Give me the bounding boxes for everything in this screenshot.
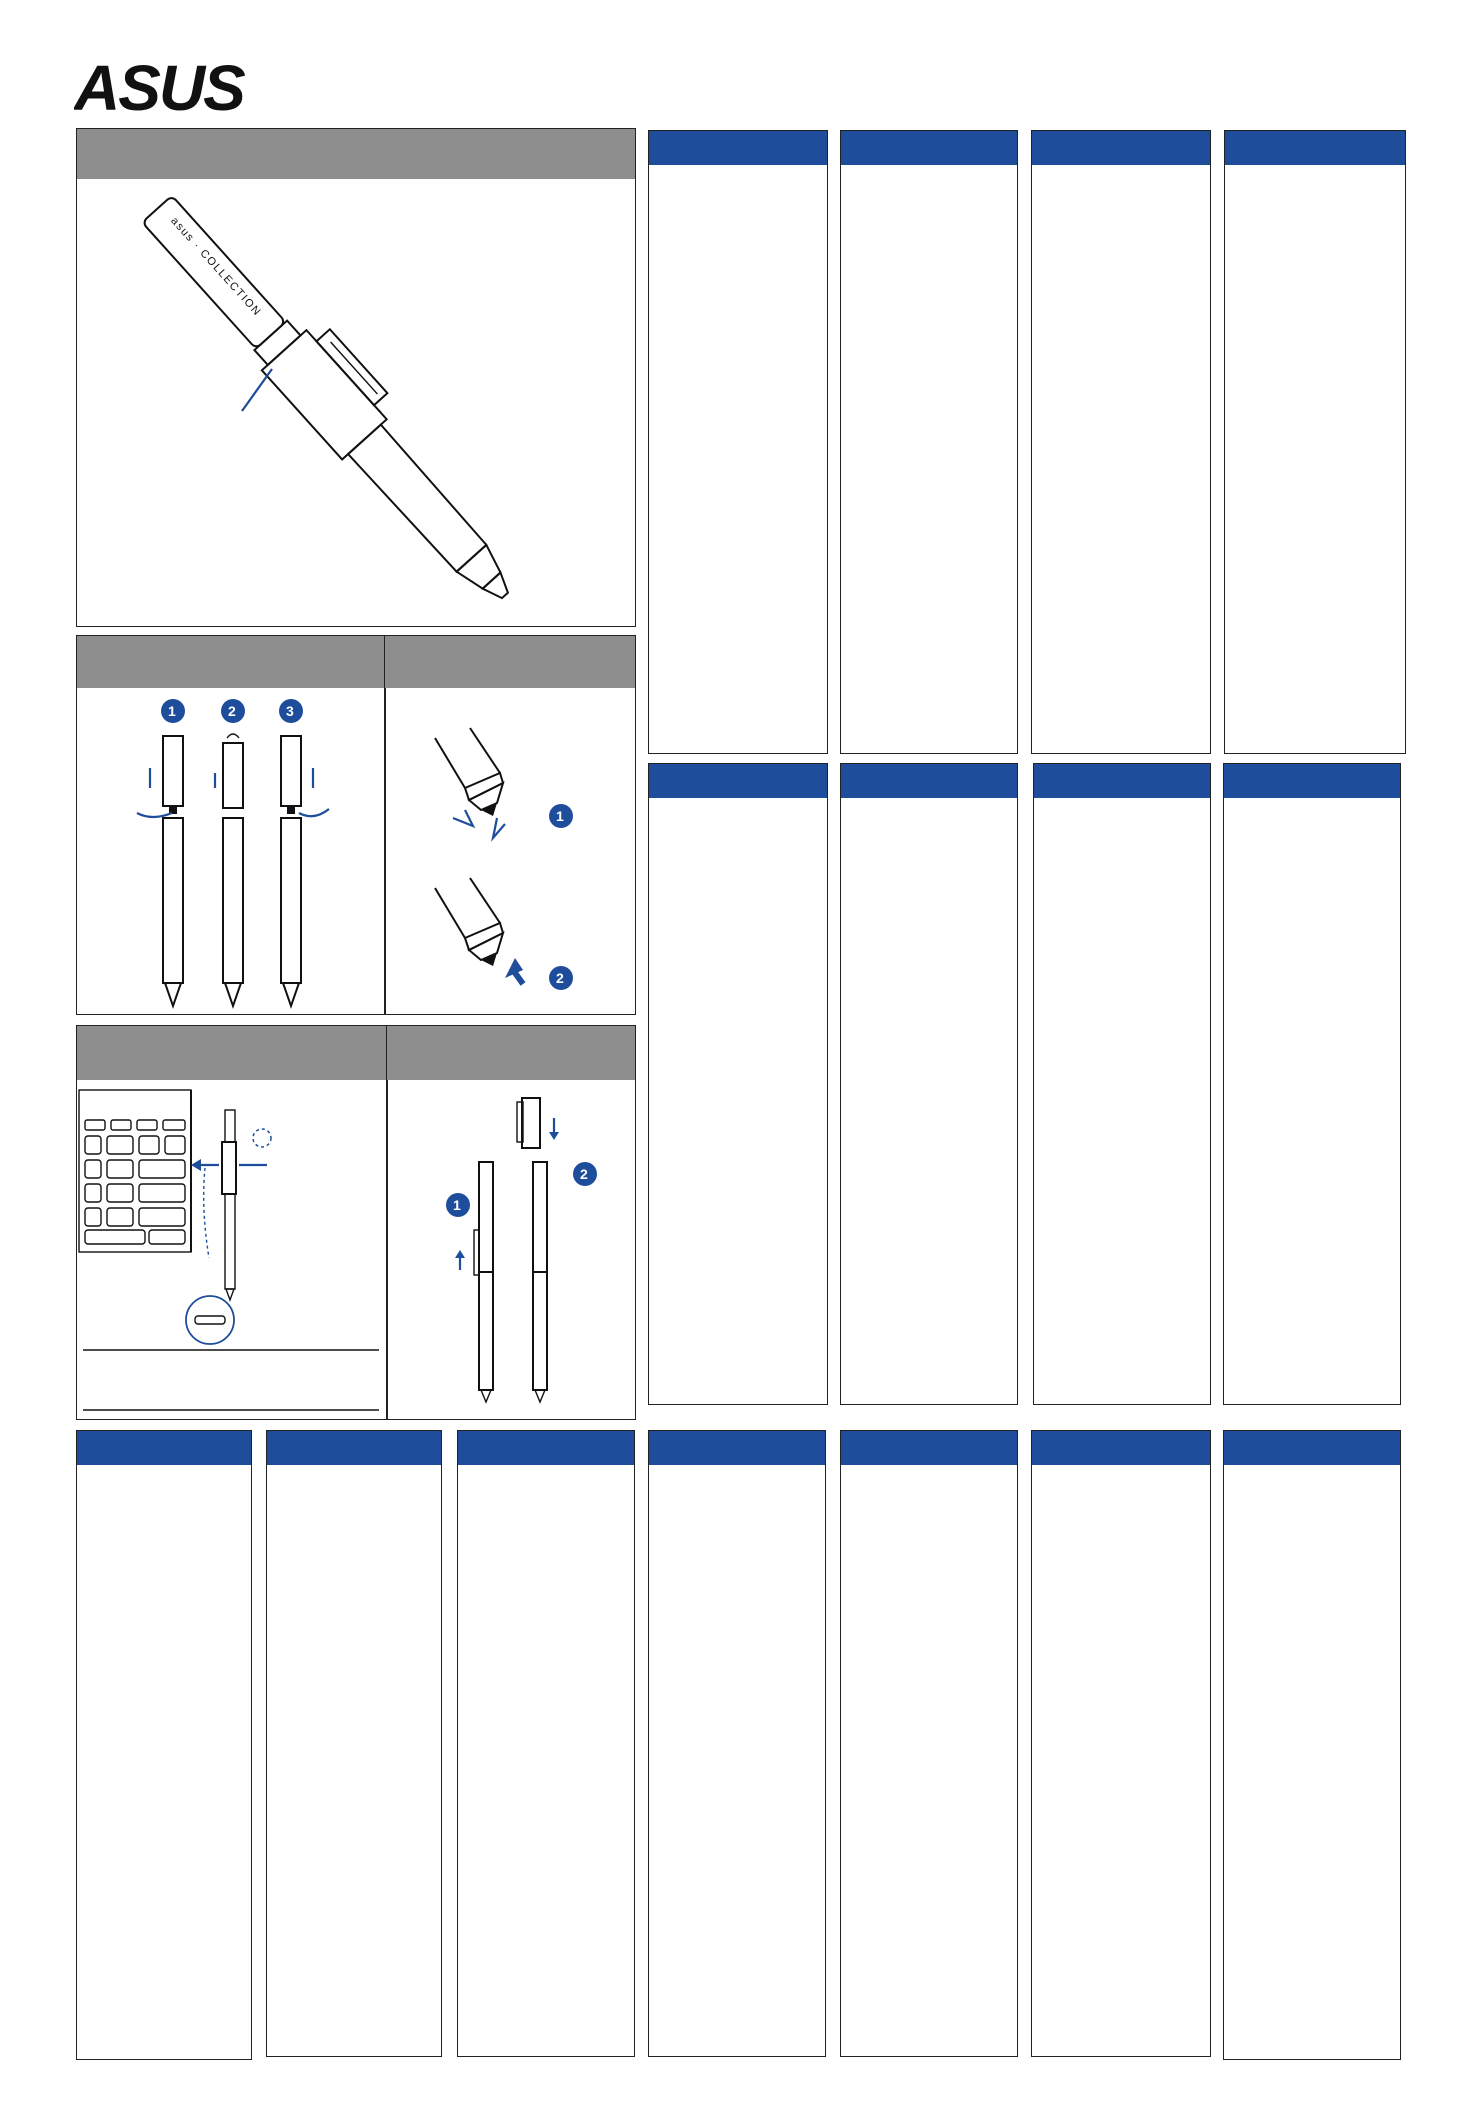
pen-engraving: asus · COLLECTION (168, 215, 264, 319)
column-header-bar (458, 1431, 634, 1465)
column-header-bar (649, 1431, 825, 1465)
language-column-9 (76, 1430, 252, 2060)
cap-usage-panel (386, 1025, 636, 1420)
column-header-bar (841, 131, 1017, 165)
panel-header (385, 636, 635, 688)
step-badge-2 (573, 1162, 597, 1186)
tip-replacement-illustration (77, 688, 384, 1013)
column-header-bar (649, 764, 827, 798)
language-column-1 (648, 130, 828, 754)
svg-text:1: 1 (556, 808, 564, 824)
column-header-bar (1034, 764, 1210, 798)
pen-overview-illustration (77, 179, 634, 625)
asus-logo-text: ASUS (74, 58, 244, 116)
language-column-13 (840, 1430, 1018, 2057)
svg-text:2: 2 (228, 703, 236, 719)
tip-usage-illustration (385, 688, 634, 1013)
tip-usage-panel (384, 635, 636, 1015)
language-column-5 (648, 763, 828, 1405)
column-header-bar (649, 131, 827, 165)
svg-text:1: 1 (453, 1197, 461, 1213)
panel-header (387, 1026, 635, 1080)
step-badge-1 (549, 804, 573, 828)
panel-header (77, 636, 385, 688)
column-header-bar (1224, 764, 1400, 798)
panel-header (77, 129, 635, 179)
language-column-3 (1031, 130, 1211, 754)
panel-header (77, 1026, 387, 1080)
language-column-4 (1224, 130, 1406, 754)
column-header-bar (841, 1431, 1017, 1465)
svg-text:2: 2 (580, 1166, 588, 1182)
language-column-11 (457, 1430, 635, 2057)
asus-logo (74, 58, 320, 116)
step-badge-2 (221, 699, 245, 723)
step-badge-3 (279, 699, 303, 723)
column-header-bar (1224, 1431, 1400, 1465)
column-header-bar (1032, 1431, 1210, 1465)
language-column-15 (1223, 1430, 1401, 2060)
language-column-14 (1031, 1430, 1211, 2057)
step-badge-1 (446, 1193, 470, 1217)
column-header-bar (1225, 131, 1405, 165)
column-header-bar (1032, 131, 1210, 165)
language-column-12 (648, 1430, 826, 2057)
clip-callout-line (242, 369, 272, 411)
pen-overview-panel (76, 128, 636, 627)
tip-replacement-panel (76, 635, 386, 1015)
language-column-2 (840, 130, 1018, 754)
language-column-8 (1223, 763, 1401, 1405)
svg-text:1: 1 (168, 703, 176, 719)
svg-text:2: 2 (556, 970, 564, 986)
laptop-attach-panel (76, 1025, 388, 1420)
laptop-attach-illustration (77, 1080, 386, 1418)
cap-usage-illustration (387, 1080, 634, 1418)
column-header-bar (841, 764, 1017, 798)
language-column-7 (1033, 763, 1211, 1405)
language-column-6 (840, 763, 1018, 1405)
column-header-bar (267, 1431, 441, 1465)
language-column-10 (266, 1430, 442, 2057)
svg-text:3: 3 (286, 703, 294, 719)
step-badge-1 (161, 699, 185, 723)
column-header-bar (77, 1431, 251, 1465)
step-badge-2 (549, 966, 573, 990)
